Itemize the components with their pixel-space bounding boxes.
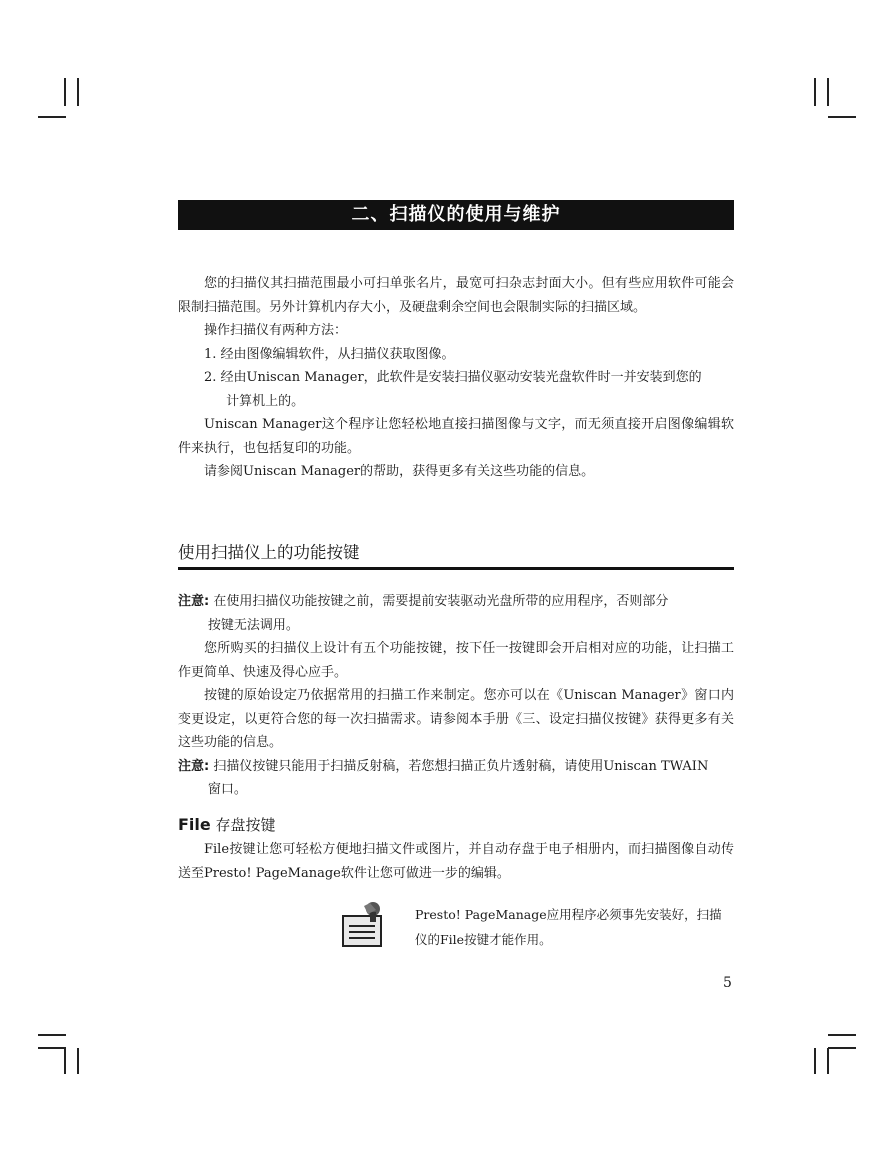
- section-paragraph-2: 按键的原始设定乃依据常用的扫描工作来制定。您亦可以在《Uniscan Manager》窗口内变更设定，以更符合您的每一次扫描需求。请参阅本手册《三、设定扫描仪按键》获得更多有关这些功能的信息。: [178, 688, 734, 750]
- section-paragraph-1: 您所购买的扫描仪上设计有五个功能按键，按下任一按键即会开启相对应的功能，让扫描工作更简单、快速及得心应手。: [178, 641, 734, 680]
- list-marker: 2.: [204, 370, 217, 385]
- note-1-continuation: 按键无法调用。: [207, 617, 299, 633]
- intro-paragraph-1: 您的扫描仪其扫描范围最小可扫单张名片，最宽可扫杂志封面大小。但有些应用软件可能会限制扫描范围。另外计算机内存大小，及硬盘剩余空间也会限制实际的扫描区域。: [178, 276, 734, 315]
- note-2: [178, 755, 734, 779]
- list-text: 经由图像编辑软件，从扫描仪获取图像。: [220, 346, 455, 362]
- file-body: [178, 838, 734, 885]
- note-text: 在使用扫描仪功能按键之前，需要提前安装驱动光盘所带的应用程序，否则部分: [213, 594, 669, 609]
- note-1: [178, 590, 734, 614]
- intro-paragraph-3: Uniscan Manager这个程序让您轻松地直接扫描图像与文字，而无须直接开启图像编辑软件来执行，也包括复印的功能。: [178, 417, 734, 456]
- section-heading: 使用扫描仪上的功能按键: [178, 540, 734, 570]
- file-heading-text: 存盘按键: [210, 816, 276, 834]
- chapter-title: 二、扫描仪的使用与维护: [178, 200, 734, 230]
- intro-block: [178, 272, 734, 484]
- file-keyword: File: [178, 815, 211, 834]
- list-item-1: [178, 343, 734, 367]
- intro-paragraph-2: 操作扫描仪有两种方法：: [204, 323, 348, 338]
- file-button-heading: [178, 814, 276, 836]
- section-body: [178, 590, 734, 802]
- list-text: 经由Uniscan Manager，此软件是安装扫描仪驱动安装光盘软件时一并安装到您的: [220, 370, 702, 385]
- file-paragraph: File按键让您可轻松方便地扫描文件或图片，并自动存盘于电子相册内，而扫描图像自动传送至Presto! PageManage软件让您可做进一步的编辑。: [178, 842, 734, 881]
- intro-paragraph-4: 请参阅Uniscan Manager的帮助，获得更多有关这些功能的信息。: [204, 464, 595, 479]
- list-item-2-continuation: [178, 390, 734, 414]
- note-icon: [340, 900, 390, 950]
- note-label: 注意:: [178, 594, 210, 609]
- tip-text: [415, 902, 735, 952]
- tip-line-1: Presto! PageManage应用程序必须事先安装好，扫描: [415, 907, 722, 922]
- tip-line-2: 仪的File按键才能作用。: [415, 932, 552, 947]
- note-text: 扫描仪按键只能用于扫描反射稿，若您想扫描正负片透射稿，请使用Uniscan TWAIN: [213, 758, 709, 774]
- note-2-continuation: 窗口。: [207, 782, 247, 797]
- list-marker: 1.: [204, 346, 217, 362]
- page-number: 5: [723, 975, 732, 991]
- list-item-2: [178, 366, 734, 390]
- list-text-cont: 计算机上的。: [226, 393, 305, 409]
- note-label: 注意:: [178, 758, 210, 774]
